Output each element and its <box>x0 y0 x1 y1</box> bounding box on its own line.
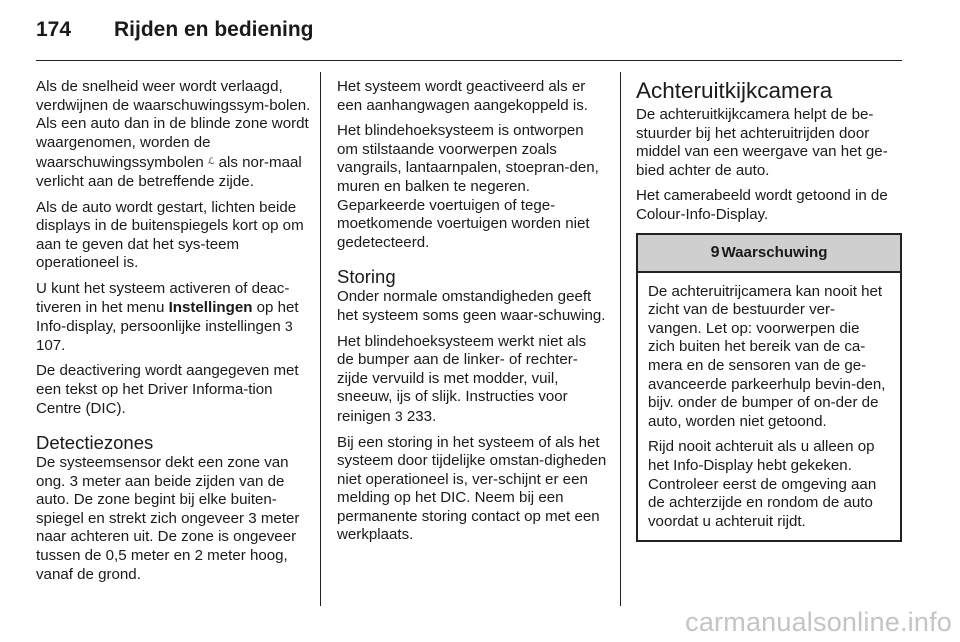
warning-header <box>638 235 900 273</box>
paragraph: De deactivering wordt aangegeven met een tekst op het Driver Informa-tion Centre (DIC). <box>36 362 299 417</box>
page-reference: 233. <box>402 407 437 425</box>
column-3 <box>636 78 902 542</box>
header-rule <box>36 60 902 61</box>
section-heading-detectiezones: Detectiezones <box>36 432 154 454</box>
paragraph: Onder normale omstandigheden geeft het systeem soms geen waar-schuwing. <box>337 288 606 324</box>
page-number: 174 <box>36 18 72 41</box>
blind-spot-symbol-icon: ℒ <box>207 156 215 167</box>
paragraph: Rijd nooit achteruit als u alleen op het Info-Display hebt gekeken. Controleer eerst de omgeving aan de achterzijde en rondom de auto voordat u achteruit rijdt. <box>648 438 877 530</box>
paragraph: Als de auto wordt gestart, lichten beide displays in de buitenspiegels kort op om aan te geven dat het sys-teem operationeel is. <box>36 198 304 272</box>
warning-title: Waarschuwing <box>721 243 828 261</box>
page-reference-arrow-icon: 3 <box>284 318 293 335</box>
column-1 <box>36 78 312 591</box>
paragraph: De systeemsensor dekt een zone van ong. 3 meter aan beide zijden van de auto. De zone begint bij elke buiten-spiegel en strekt zich ongeveer 3 meter naar achteren uit. De zone is ongeveer tussen de 0,5 meter en 2 meter hoog, vanaf de grond. <box>36 454 300 583</box>
paragraph: Het blindehoeksysteem is ontworpen om stilstaande voorwerpen zoals vangrails, lantaarnpalen, stoepran-den, muren en balken te negeren. Geparkeerde voertuigen of tege-moetkomende voertuigen worden niet gedetecteerd. <box>337 122 599 251</box>
menu-name: Instellingen <box>168 298 253 316</box>
page-reference: 107. <box>36 336 66 354</box>
warning-body <box>638 273 900 541</box>
paragraph: Het systeem wordt geactiveerd als er een aanhangwagen aangekoppeld is. <box>337 78 588 114</box>
paragraph: Het camerabeeld wordt getoond in de Colour-Info-Display. <box>636 187 888 223</box>
page-reference-arrow-icon: 3 <box>394 407 403 424</box>
paragraph: De achteruitkijkcamera helpt de be-stuurder bij het achteruitrijden door middel van een weergave van het ge-bied achter de auto. <box>636 106 888 179</box>
paragraph: Het blindehoeksysteem werkt niet als de bumper aan de linker- of rechter-zijde vervuild is met modder, vuil, sneeuw, ijs of slijk. Instructies voor reinigen 3 233. <box>337 332 587 425</box>
section-heading-achteruitkijkcamera: Achteruitkijkcamera <box>636 78 833 103</box>
chapter-title: Rijden en bediening <box>114 18 314 41</box>
warning-box <box>636 233 902 543</box>
section-heading-storing: Storing <box>337 266 396 288</box>
paragraph: Als de snelheid weer wordt verlaagd, verdwijnen de waarschuwingssym-bolen. Als een auto dan in de blinde zone wordt waargenomen, worden de waarschuwingssymbolen ℒ als nor-maal verlicht aan de betreffende zijde. <box>36 78 311 190</box>
paragraph: U kunt het systeem activeren of deac-tiveren in het menu Instellingen op het Info-display, persoonlijke instellingen 3 107. <box>36 279 299 354</box>
column-2 <box>337 78 607 552</box>
watermark: carmanualsonline.info <box>685 607 952 637</box>
paragraph: De achteruitrijcamera kan nooit het zicht van de bestuurder ver-vangen. Let op: voorwerpen die zich buiten het bereik van de ca-mera en de sensoren van de ge-avanceerde parkeerhulp bevin-den, bijv. onder de bumper of on-der de auto, worden niet getoond. <box>648 282 886 430</box>
column-divider-2 <box>620 72 621 606</box>
paragraph: Bij een storing in het systeem of als het systeem door tijdelijke omstan-digheden niet operationeel is, ver-schijnt er een melding op het DIC. Neem bij een permanente storing contact op met een werkplaats. <box>337 433 607 544</box>
column-divider-1 <box>320 72 321 606</box>
warning-triangle-icon: 9 <box>710 243 720 261</box>
